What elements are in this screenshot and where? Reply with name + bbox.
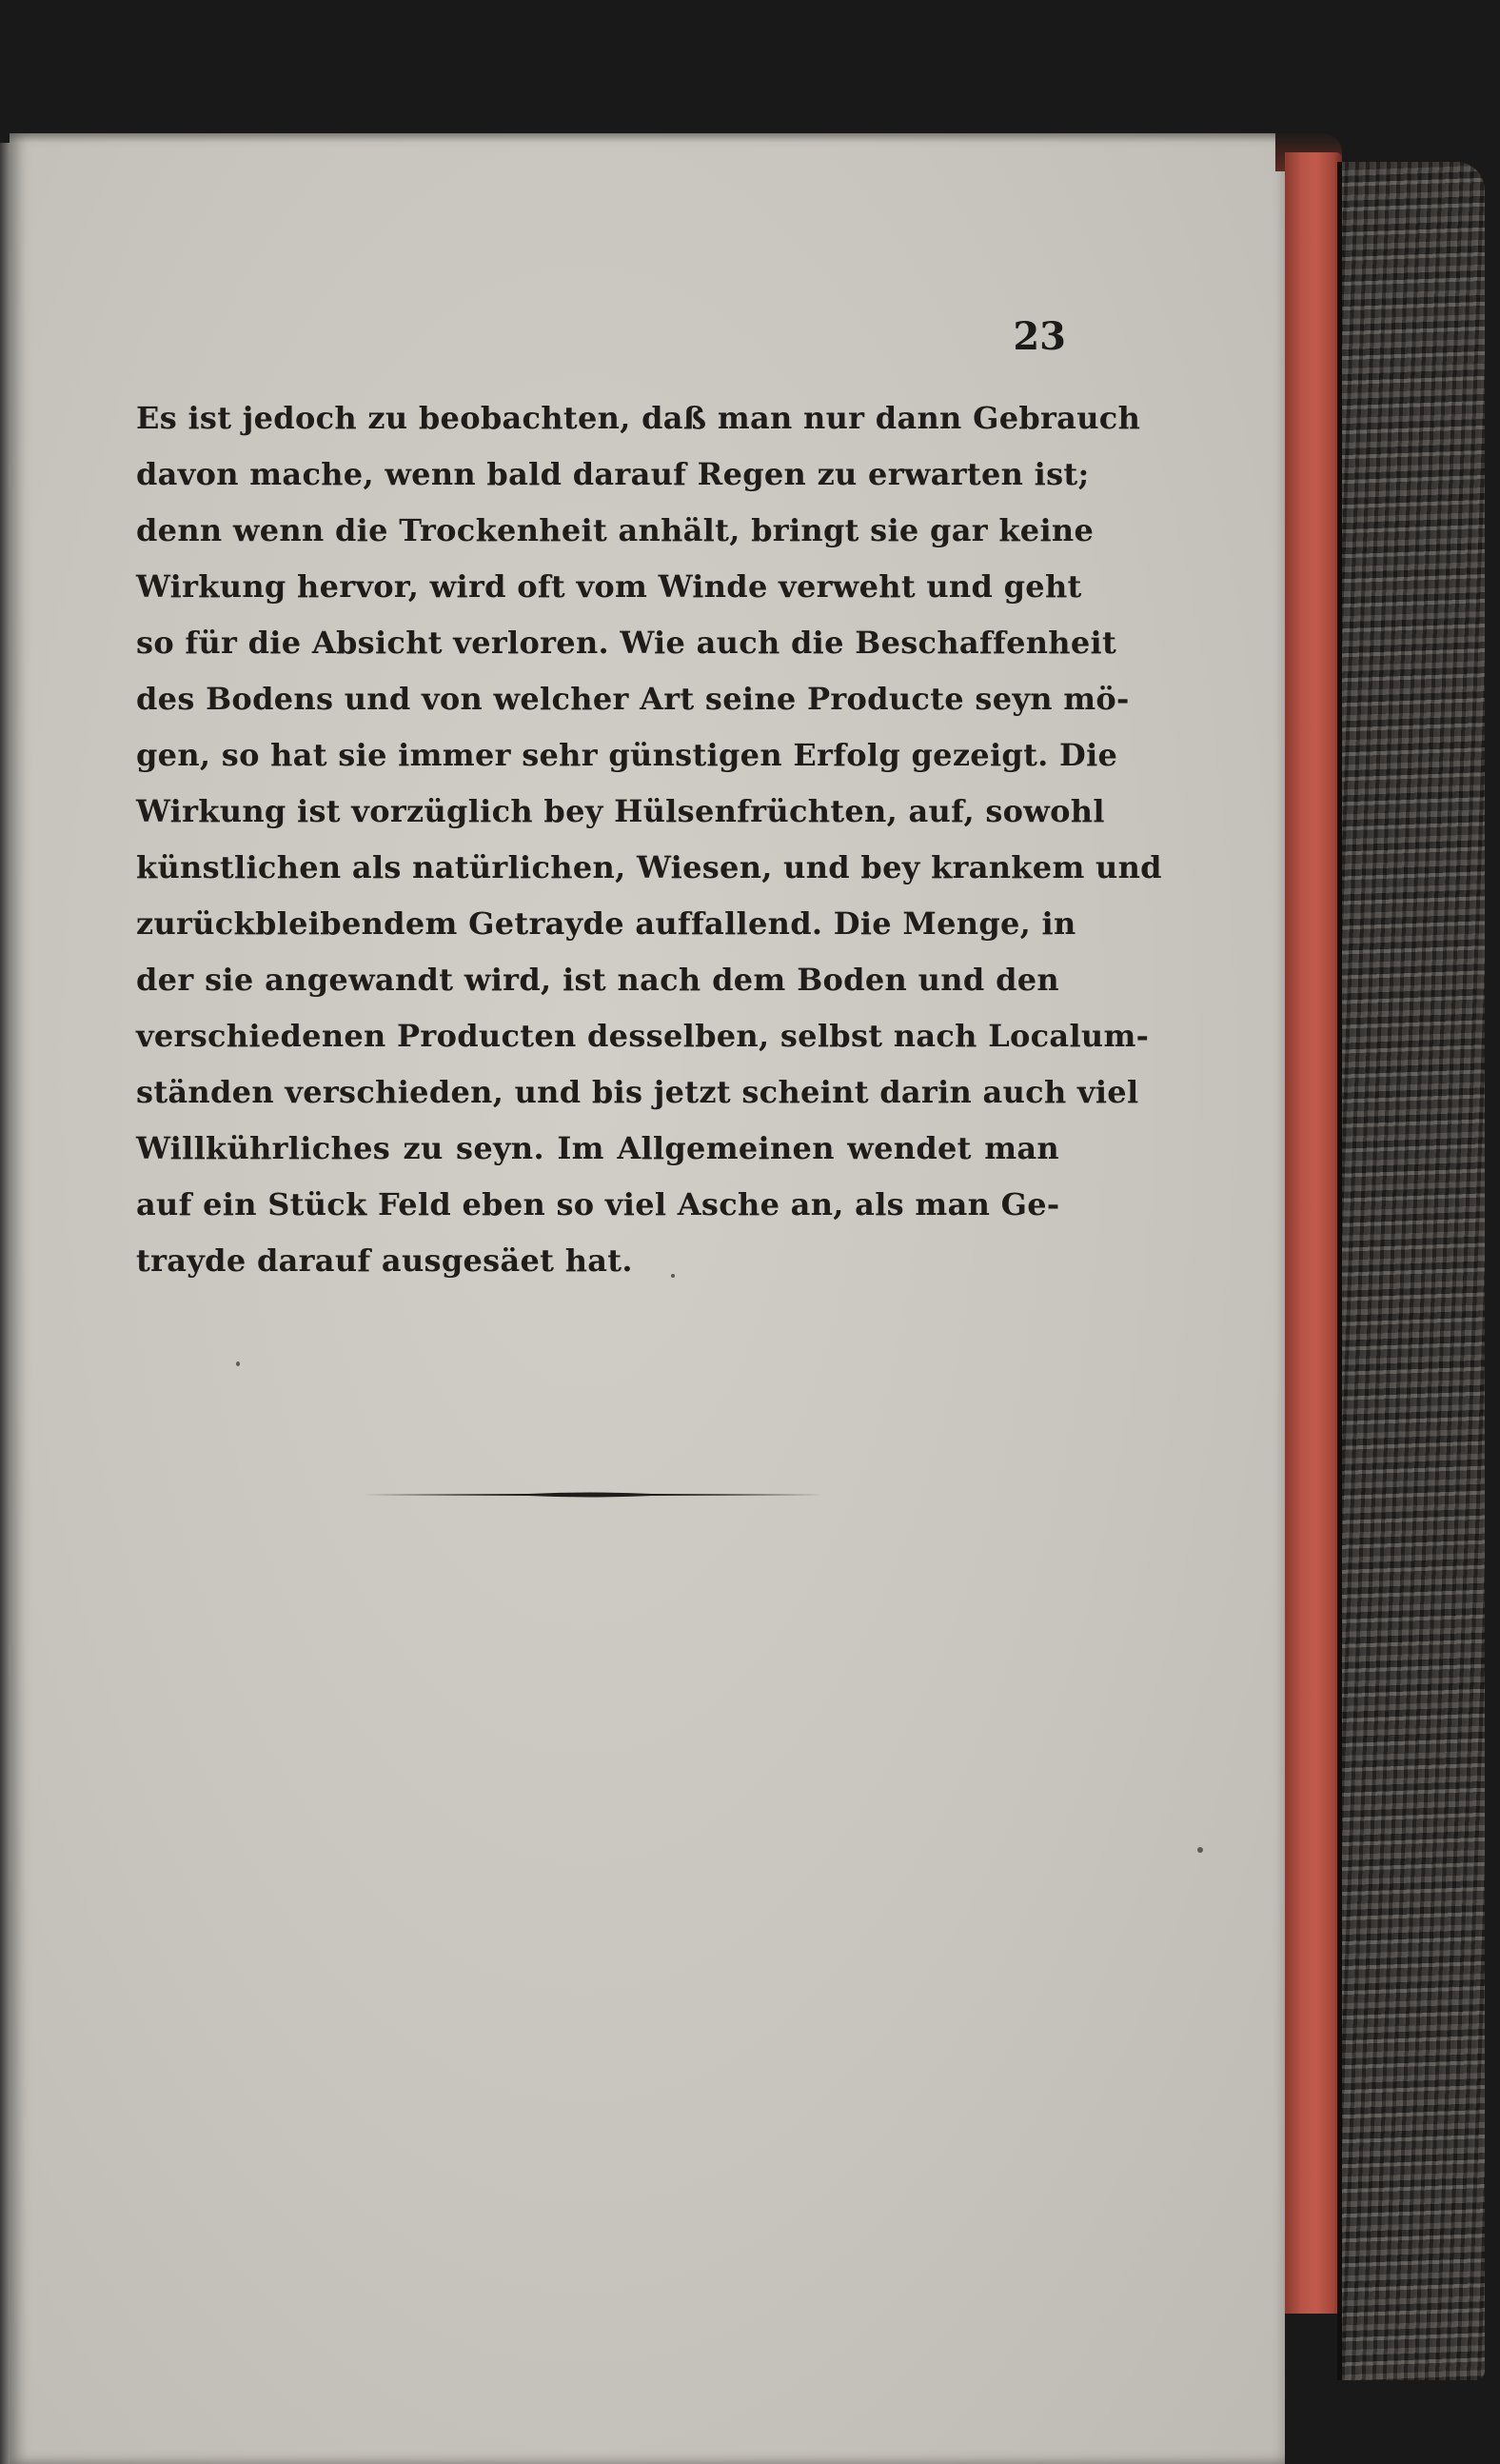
text-line: des Bodens und von welcher Art seine Producte seyn mö- (136, 681, 1130, 717)
page-shadow (10, 133, 1285, 143)
paper-speck (236, 1361, 240, 1366)
text-line: denn wenn die Trockenheit anhält, bringt sie gar keine (136, 512, 1095, 548)
decorative-rule (357, 1490, 823, 1500)
text-line: verschiedenen Producten desselben, selbst nach Localum- (136, 1018, 1150, 1054)
text-line: zurückbleibendem Getrayde auffallend. Die Menge, in (136, 905, 1076, 942)
text-line: Willkührliches zu seyn. Im Allgemeinen wendet man (136, 1130, 1059, 1166)
body-text (136, 390, 1162, 1289)
paper-speck (1197, 1847, 1203, 1853)
text-line: Es ist jedoch zu beobachten, daß man nur dann Gebrauch (136, 400, 1141, 436)
text-line: künstlichen als natürlichen, Wiesen, und bey krankem und (136, 849, 1162, 885)
text-line: der sie angewandt wird, ist nach dem Boden und den (136, 962, 1059, 998)
text-line: Wirkung ist vorzüglich bey Hülsenfrüchten, auf, sowohl (136, 793, 1105, 829)
marbled-cover (1342, 162, 1485, 2380)
text-line: auf ein Stück Feld eben so viel Asche an, als man Ge- (136, 1186, 1060, 1222)
paper-speck (671, 1274, 675, 1278)
text-line: Wirkung hervor, wird oft vom Winde verweht und geht (136, 568, 1082, 605)
text-line: trayde darauf ausgesäet hat. (136, 1242, 633, 1279)
text-line: davon mache, wenn bald darauf Regen zu erwarten ist; (136, 456, 1090, 492)
page-number: 23 (1013, 314, 1066, 359)
text-line: ständen verschieden, und bis jetzt scheint darin auch viel (136, 1074, 1139, 1110)
text-line: gen, so hat sie immer sehr günstigen Erfolg gezeigt. Die (136, 737, 1118, 773)
red-page-edges (1285, 152, 1342, 2314)
text-line: so für die Absicht verloren. Wie auch die Beschaffenheit (136, 625, 1117, 661)
